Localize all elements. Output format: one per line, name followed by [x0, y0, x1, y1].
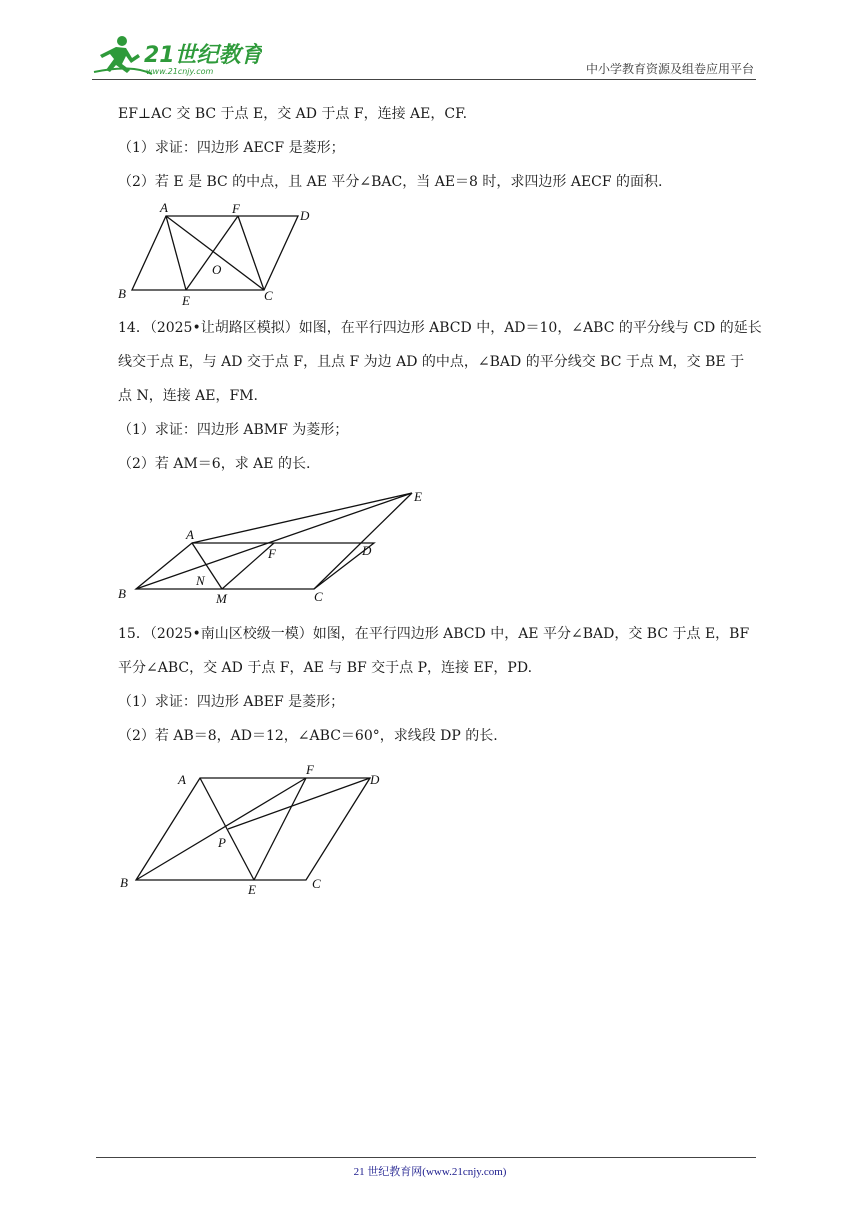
q13-part1: （1）求证：四边形 AECF 是菱形；: [118, 140, 345, 156]
q15-label-b: B: [120, 875, 128, 890]
q14-label-a: A: [186, 527, 194, 542]
q14-stem-line1: 14．（2025•让胡路区模拟）如图，在平行四边形 ABCD 中，AD＝10，∠ABC 的平分线与 CD 的延长: [118, 320, 762, 336]
q14-part1: （1）求证：四边形 ABMF 为菱形；: [118, 422, 349, 438]
site-logo: [92, 34, 262, 78]
logo-url: www.21cnjy.com: [146, 67, 214, 76]
q14-stem-line2: 线交于点 E，与 AD 交于点 F，且点 F 为边 AD 的中点，∠BAD 的平分线交 BC 于点 M，交 BE 于: [118, 354, 745, 370]
q15-label-a: A: [178, 772, 186, 787]
q15-part1: （1）求证：四边形 ABEF 是菱形；: [118, 694, 345, 710]
q14-label-d: D: [362, 543, 372, 558]
header-divider: [92, 79, 756, 80]
q15-stem-line2: 平分∠ABC，交 AD 于点 F，AE 与 BF 交于点 P，连接 EF，PD.: [118, 660, 533, 676]
q14-label-f: F: [268, 546, 276, 561]
q15-part2: （2）若 AB＝8，AD＝12，∠ABC＝60°，求线段 DP 的长.: [118, 728, 498, 744]
q14-label-c: C: [314, 589, 323, 604]
q13-label-c: C: [264, 288, 273, 303]
q13-label-o: O: [212, 262, 222, 277]
q15-label-c: C: [312, 876, 321, 891]
q14-label-e: E: [414, 489, 422, 504]
q14-label-n: N: [196, 573, 205, 588]
q15-figure: [114, 756, 394, 898]
q14-label-m: M: [216, 591, 227, 606]
logo-title: 21世纪教育: [144, 43, 262, 68]
q15-label-f: F: [306, 762, 314, 777]
footer-link[interactable]: 21 世纪教育网(www.21cnjy.com): [353, 1166, 507, 1178]
q13-label-b: B: [118, 286, 126, 301]
q15-stem-line1: 15．（2025•南山区校级一模）如图，在平行四边形 ABCD 中，AE 平分∠BAD，交 BC 于点 E，BF: [118, 626, 750, 642]
logo-runner-icon: [92, 34, 262, 78]
q13-label-e: E: [182, 293, 190, 308]
q14-label-b: B: [118, 586, 126, 601]
footer-divider: [96, 1157, 756, 1158]
q13-part2: （2）若 E 是 BC 的中点，且 AE 平分∠BAC，当 AE＝8 时，求四边形 AECF 的面积.: [118, 174, 663, 190]
q13-figure: [114, 200, 314, 312]
q14-stem-line3: 点 N，连接 AE，FM.: [118, 388, 258, 404]
q15-label-e: E: [248, 882, 256, 897]
q13-label-d: D: [300, 208, 310, 223]
q15-label-p: P: [218, 835, 226, 850]
q14-part2: （2）若 AM＝6，求 AE 的长.: [118, 456, 311, 472]
q15-label-d: D: [370, 772, 380, 787]
q13-label-f: F: [232, 201, 240, 216]
q13-label-a: A: [160, 200, 168, 215]
header-tagline: 中小学教育资源及组卷应用平台: [585, 62, 754, 76]
q14-figure: [114, 486, 434, 608]
q13-stem-line: EF⊥AC 交 BC 于点 E，交 AD 于点 F，连接 AE，CF.: [118, 106, 468, 122]
